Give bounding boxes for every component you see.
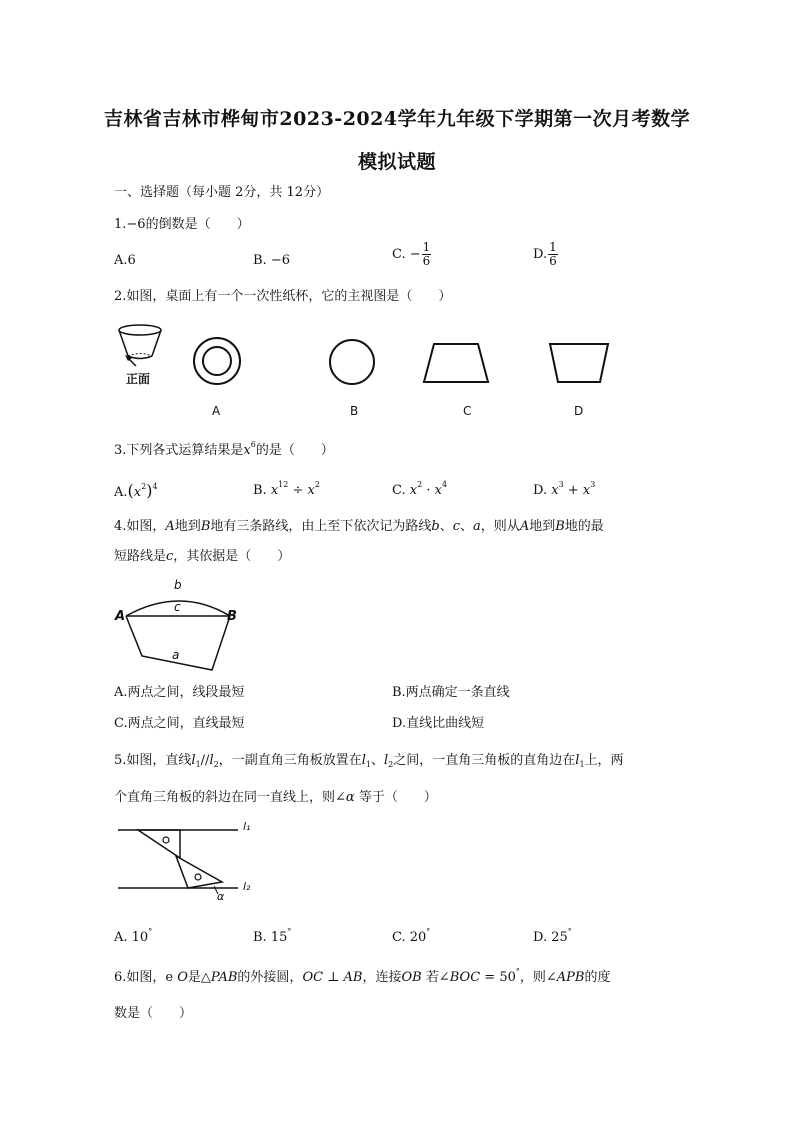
section-heading: 一、选择题（每小题 2分，共 12分） — [114, 185, 330, 200]
q3-stem: 3.下列各式运算结果是$x^6$的是（ ） — [114, 440, 334, 458]
q5-fig-label-l1: l₁ — [243, 820, 251, 833]
q1-option-b: B. −6 — [253, 253, 290, 268]
q4-option-b: B.两点确定一条直线 — [392, 685, 510, 700]
option-a-rings-figure — [192, 336, 242, 386]
q3-option-b: B. $x^{12} \div x^2$ — [253, 480, 320, 498]
q4-fig-label-b-point: B — [227, 609, 237, 624]
q2-label-b: B — [350, 404, 359, 418]
q4-fig-label-a: a — [172, 648, 180, 662]
q4-option-c: C.两点之间，直线最短 — [114, 716, 245, 731]
q4-stem-line2: 短路线是c，其依据是（ ） — [114, 549, 291, 564]
triangles-figure — [118, 820, 251, 906]
option-d-trapezoid-figure — [548, 342, 610, 384]
q5-option-b: B. 15° — [253, 927, 292, 945]
q4-fig-label-c: c — [174, 600, 181, 614]
q1-option-d: D. $\frac{1}{6}$ — [533, 240, 557, 268]
q5-stem-line1: 5.如图，直线$l_1//l_2$，一副直角三角板放置在$l_1$、$l_2$之间，一直角三角板的直角边在$l_1$上，两 — [114, 753, 624, 769]
q5-option-c: C. 20° — [392, 927, 431, 945]
q5-fig-label-l2: l₂ — [243, 880, 251, 893]
q5-option-a: A. 10° — [114, 927, 153, 945]
q1-option-a: A.6 — [114, 253, 136, 268]
q2-label-c: C — [463, 404, 472, 418]
q1-stem: 1.−6的倒数是（ ） — [114, 217, 250, 232]
q5-option-d: D. 25° — [533, 927, 572, 945]
page-title-line1: 吉林省吉林市桦甸市2023-2024学年九年级下学期第一次月考数学 — [103, 108, 691, 130]
page-title-line2: 模拟试题 — [357, 151, 436, 173]
option-c-trapezoid-figure — [422, 342, 490, 384]
front-label: 正面 — [126, 372, 151, 386]
q2-label-a: A — [212, 404, 221, 418]
q4-stem-line1: 4.如图，A地到B地有三条路线，由上至下依次记为路线b、c、a，则从A地到B地的最 — [114, 519, 604, 534]
q4-option-d: D.直线比曲线短 — [392, 716, 485, 731]
q3-option-c: C. $x^2 \cdot x^4$ — [392, 480, 448, 498]
q5-fig-label-alpha: α — [217, 890, 225, 903]
option-b-circle-figure — [328, 338, 376, 386]
q3-option-d: D. $x^3 + x^3$ — [533, 480, 596, 498]
q6-stem-line1: 6.如图，e O是△PAB的外接圆，OC ⊥ AB，连接OB 若∠BOC = 50°，则∠APB的度 — [114, 967, 611, 985]
q4-fig-label-b: b — [174, 578, 182, 592]
q2-stem: 2.如图，桌面上有一个一次性纸杯，它的主视图是（ ） — [114, 289, 452, 304]
q1-option-c: C. − $\frac{1}{6}$ — [392, 240, 431, 268]
q4-fig-label-a-point: A — [115, 609, 126, 624]
q5-stem-line2: 个直角三角板的斜边在同一直线上，则∠α 等于（ ） — [114, 790, 437, 805]
q6-stem-line2: 数是（ ） — [114, 1006, 193, 1021]
q3-option-a: $A.(x^2)^4$ — [114, 481, 158, 500]
q4-option-a: A.两点之间，线段最短 — [114, 685, 245, 700]
q2-label-d: D — [574, 404, 584, 418]
